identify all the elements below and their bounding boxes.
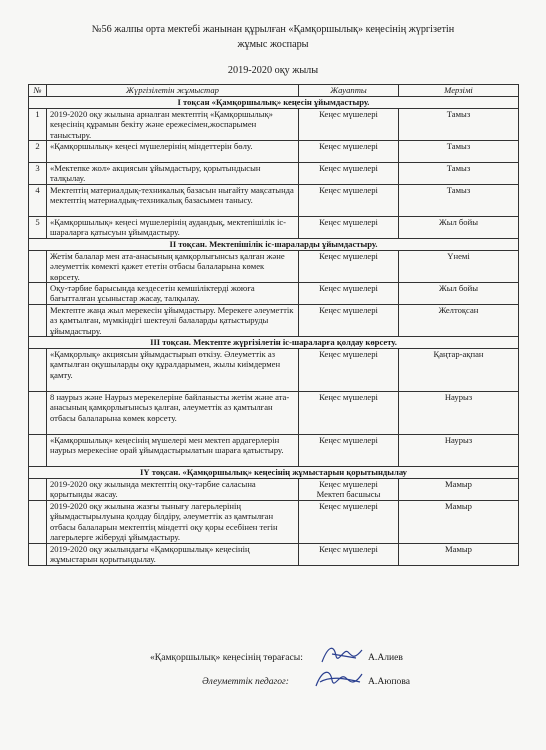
- row-number: [29, 392, 47, 435]
- row-term: Жыл бойы: [399, 283, 519, 305]
- row-term: Мамыр: [399, 479, 519, 501]
- row-work: 8 наурыз және Наурыз мерекелеріне байланысты жетім және ата-анасының қамқорлығынсыз қалған, әлеуметтік аз қамтылған отбасы балаларына көмек көрсету.: [47, 392, 299, 435]
- header-responsible: Жауапты: [299, 85, 399, 97]
- table-header-row: [29, 85, 519, 97]
- section-title: ІІ тоқсан. Мектепішілік іс-шараларды ұйымдастыру.: [29, 239, 519, 251]
- row-number: [29, 251, 47, 283]
- title-line-1: №56 жалпы орта мектебі жанынан құрылған «Қамқоршылық» кеңесінің жүргізетін: [91, 24, 455, 35]
- header-term: Мерзімі: [399, 85, 519, 97]
- academic-year: 2019-2020 оқу жылы: [227, 65, 319, 76]
- row-work: «Қамқоршылық» кеңесі мүшелерінің аудандық, мектепішілік іс-шараларға қатысуын ұйымдастыру.: [47, 217, 299, 239]
- pedagog-label: Әлеуметтік педагог:: [202, 676, 289, 687]
- row-term: Тамыз: [399, 109, 519, 141]
- row-term: Наурыз: [399, 392, 519, 435]
- row-number: 1: [29, 109, 47, 141]
- table-row: [29, 251, 519, 283]
- row-number: [29, 435, 47, 467]
- table-row: [29, 392, 519, 435]
- row-number: 5: [29, 217, 47, 239]
- table-row: [29, 435, 519, 467]
- row-responsible: Кеңес мүшелері: [299, 217, 399, 239]
- table-row: [29, 544, 519, 566]
- section-title: І тоқсан «Қамқоршылық» кеңесін ұйымдастыру.: [29, 97, 519, 109]
- row-work: «Қамқоршылық» кеңесі мүшелерінің міндеттерін бөлу.: [47, 141, 299, 163]
- row-work: 2019-2020 оқу жылында мектептің оқу-тәрбие саласына қорытынды жасау.: [47, 479, 299, 501]
- row-work: «Қамқорлық» акциясын ұйымдастырып өткізу. Әлеуметтік аз қамтылған оқушыларды оқу құралдарымен, жылы киімдермен қамту.: [47, 349, 299, 392]
- header-work: Жүргізілетін жұмыстар: [47, 85, 299, 97]
- row-responsible: Кеңес мүшелері: [299, 163, 399, 185]
- work-plan-table: [28, 84, 519, 566]
- table-row: [29, 109, 519, 141]
- section-row: [29, 97, 519, 109]
- row-term: Тамыз: [399, 185, 519, 217]
- row-number: [29, 479, 47, 501]
- row-responsible: Кеңес мүшелері: [299, 349, 399, 392]
- table-row: [29, 305, 519, 337]
- row-number: [29, 283, 47, 305]
- table-row: [29, 501, 519, 544]
- row-term: Тамыз: [399, 163, 519, 185]
- row-number: [29, 305, 47, 337]
- row-responsible: Кеңес мүшелері: [299, 435, 399, 467]
- row-responsible: Кеңес мүшелері: [299, 544, 399, 566]
- row-number: 4: [29, 185, 47, 217]
- section-row: [29, 467, 519, 479]
- table-row: [29, 349, 519, 392]
- table-row: [29, 141, 519, 163]
- row-work: Мектепте жаңа жыл мерекесін ұйымдастыру. Мерекеге әлеуметтік аз қамтылған, мүмкіндігі шектеулі балаларды қатыстыруды ұйымдастыру.: [47, 305, 299, 337]
- row-term: Мамыр: [399, 544, 519, 566]
- row-term: Жыл бойы: [399, 217, 519, 239]
- row-number: 2: [29, 141, 47, 163]
- row-term: Қаңтар-ақпан: [399, 349, 519, 392]
- table-row: [29, 479, 519, 501]
- row-work: 2019-2020 оқу жылына жазғы тынығу лагерьлерінің ұйымдастырылуына қолдау білдіру, әлеуметтік аз қамтылған отбасы балаларын мектептің міндетті оқу қоры есебінен тегін лагерьлерге жіберуді ұйымдастыру.: [47, 501, 299, 544]
- row-term: Наурыз: [399, 435, 519, 467]
- row-responsible: Кеңес мүшелері: [299, 109, 399, 141]
- row-number: [29, 544, 47, 566]
- pedagog-name: А.Аюпова: [368, 676, 411, 687]
- table-row: [29, 185, 519, 217]
- row-responsible: Кеңес мүшелері: [299, 251, 399, 283]
- row-work: 2019-2020 оқу жылындағы «Қамқоршылық» кеңесінің жұмыстарын қорытындылау.: [47, 544, 299, 566]
- section-title: ІІІ тоқсан. Мектепте жүргізілетін іс-шараларға қолдау көрсету.: [29, 337, 519, 349]
- row-responsible: Кеңес мүшелері: [299, 305, 399, 337]
- table-body: [29, 97, 519, 566]
- pedagog-signature: [310, 664, 366, 694]
- row-term: Үнемі: [399, 251, 519, 283]
- row-term: Мамыр: [399, 501, 519, 544]
- row-number: [29, 501, 47, 544]
- row-work: 2019-2020 оқу жылына арналған мектептің «Қамқоршылық» кеңесінің құрамын бекіту және ережесімен,жоспарымен таныстыру.: [47, 109, 299, 141]
- row-work: Мектептің материалдық-техникалық базасын нығайту мақсатында мектептің материалдық-техникалық базасымен танысу.: [47, 185, 299, 217]
- row-responsible: Кеңес мүшелері: [299, 501, 399, 544]
- row-term: Желтоқсан: [399, 305, 519, 337]
- chair-label: «Қамқоршылық» кеңесінің төрағасы:: [150, 652, 303, 663]
- row-responsible: Кеңес мүшелері Мектеп басшысы: [299, 479, 399, 501]
- row-number: [29, 349, 47, 392]
- row-work: «Қамқоршылық» кеңесінің мүшелері мен мектеп ардагерлерін наурыз мерекесіне орай ұйымдастырылатын шараға қатыстыру.: [47, 435, 299, 467]
- row-term: Тамыз: [399, 141, 519, 163]
- table-row: [29, 217, 519, 239]
- row-number: 3: [29, 163, 47, 185]
- chair-name: А.Алиев: [368, 652, 403, 663]
- title-line-2: жұмыс жоспары: [237, 39, 309, 50]
- header-num: №: [29, 85, 47, 97]
- section-title: ІҮ тоқсан. «Қамқоршылық» кеңесінің жұмыстарын қорытындылау: [29, 467, 519, 479]
- row-responsible: Кеңес мүшелері: [299, 141, 399, 163]
- table-row: [29, 283, 519, 305]
- row-work: Оқу-тәрбие барысында кездесетін кемшіліктерді жоюға бағытталған ұсыныстар жасау, талқылау.: [47, 283, 299, 305]
- row-responsible: Кеңес мүшелері: [299, 283, 399, 305]
- row-responsible: Кеңес мүшелері: [299, 185, 399, 217]
- document-title: [40, 22, 506, 52]
- row-work: Жетім балалар мен ата-анасының қамқорлығынсыз қалған және әлеуметтік көмекті қажет ететін отбасы балаларына көмек көрсету.: [47, 251, 299, 283]
- section-row: [29, 239, 519, 251]
- row-work: «Мектепке жол» акциясын ұйымдастыру, қорытындысын талқылау.: [47, 163, 299, 185]
- section-row: [29, 337, 519, 349]
- row-responsible: Кеңес мүшелері: [299, 392, 399, 435]
- table-row: [29, 163, 519, 185]
